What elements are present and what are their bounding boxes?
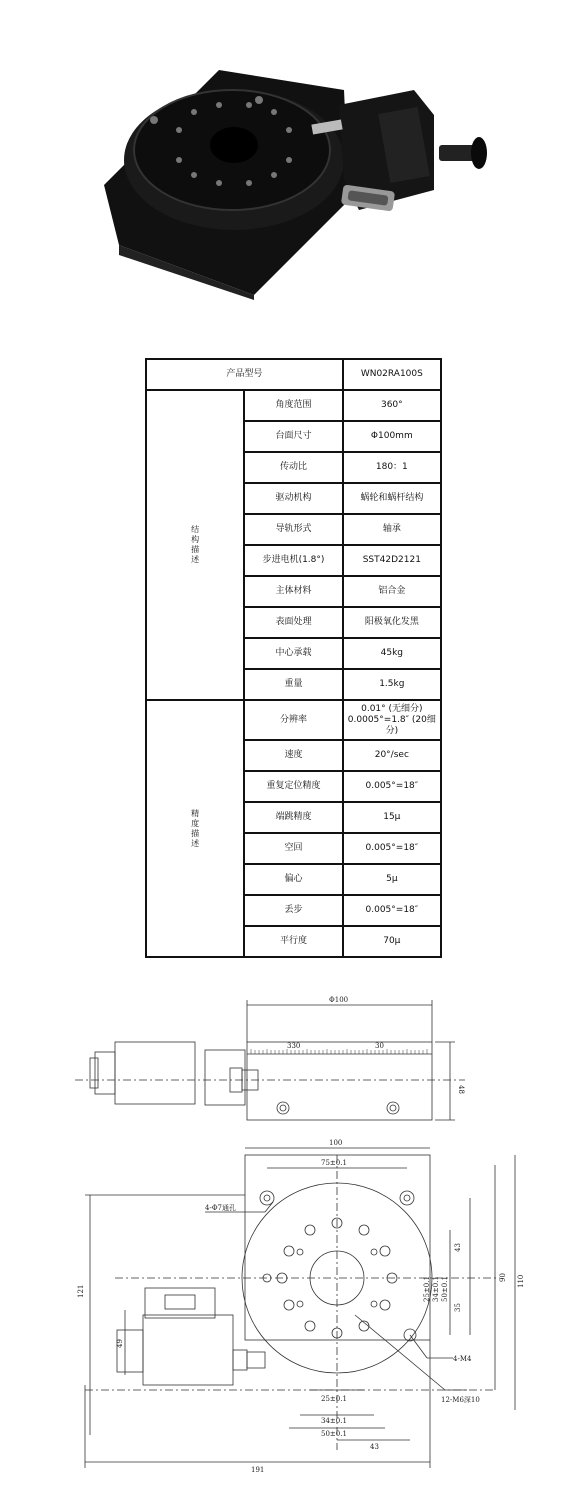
param-value: 20°/sec [343, 740, 441, 771]
dim-34-h: 34±0.1 [321, 1417, 347, 1425]
param-value: 0.005°=18″ [343, 895, 441, 926]
param-name: 传动比 [244, 452, 342, 483]
param-value: 1.5kg [343, 669, 441, 700]
dim-25-h: 25±0.1 [321, 1395, 347, 1403]
dim-overall: 191 [251, 1466, 265, 1474]
dim-121: 121 [77, 1284, 85, 1298]
label-through-hole: 4-Φ7通孔 [205, 1204, 237, 1212]
param-value: 70μ [343, 926, 441, 957]
param-value: 0.005°=18″ [343, 833, 441, 864]
label-m6: 12-M6深10 [441, 1396, 480, 1404]
table-row [146, 390, 441, 421]
param-name: 重复定位精度 [244, 771, 342, 802]
group-label: 精 度 描 述 [146, 700, 244, 957]
param-name: 丢步 [244, 895, 342, 926]
product-photo [84, 50, 504, 300]
param-name: 表面处理 [244, 607, 342, 638]
param-name: 分辨率 [244, 700, 342, 740]
param-value: 蜗轮和蜗杆结构 [343, 483, 441, 514]
param-name: 平行度 [244, 926, 342, 957]
param-value: 铝合金 [343, 576, 441, 607]
dim-43-h: 43 [370, 1443, 379, 1451]
dim-diameter: Φ100 [329, 996, 349, 1004]
table-row [146, 700, 441, 740]
param-value: 5μ [343, 864, 441, 895]
dim-43-v: 43 [454, 1243, 462, 1252]
model-value: WN02RA100S [343, 359, 441, 390]
dim-25-v: 25±0.1 [423, 1276, 431, 1302]
param-name: 步进电机(1.8°) [244, 545, 342, 576]
group-label: 结 构 描 述 [146, 390, 244, 700]
dim-90: 90 [499, 1273, 507, 1282]
param-name: 空回 [244, 833, 342, 864]
param-name: 中心承载 [244, 638, 342, 669]
param-value: 0.005°=18″ [343, 771, 441, 802]
param-name: 驱动机构 [244, 483, 342, 514]
dim-height: 48 [457, 1085, 465, 1094]
param-name: 偏心 [244, 864, 342, 895]
spec-table [145, 358, 442, 958]
param-value: 180：1 [343, 452, 441, 483]
param-name: 台面尺寸 [244, 421, 342, 452]
param-name: 端跳精度 [244, 802, 342, 833]
param-value: 15μ [343, 802, 441, 833]
param-name: 重量 [244, 669, 342, 700]
param-value: 0.01° (无细分) 0.0005°=1.8″ (20细分) [343, 700, 441, 740]
param-value: 360° [343, 390, 441, 421]
param-value: 轴承 [343, 514, 441, 545]
scale-label-left: 330 [287, 1042, 301, 1050]
param-name: 主体材料 [244, 576, 342, 607]
dim-hole-spacing: 75±0.1 [321, 1159, 347, 1167]
dim-50-h: 50±0.1 [321, 1430, 347, 1438]
dim-49: 49 [116, 1339, 124, 1348]
technical-drawing [55, 990, 525, 1480]
dim-110: 110 [517, 1274, 525, 1288]
dim-width: 100 [329, 1139, 343, 1147]
param-value: 阳极氧化发黑 [343, 607, 441, 638]
scale-label-right: 30 [375, 1042, 384, 1050]
param-name: 角度范围 [244, 390, 342, 421]
dim-50-v: 50±0.1 [441, 1276, 449, 1302]
model-label: 产品型号 [146, 359, 343, 390]
label-m4: 4-M4 [453, 1355, 472, 1363]
dim-35: 35 [454, 1303, 462, 1312]
table-header-row [146, 359, 441, 390]
dim-34-v: 34±0.1 [432, 1276, 440, 1302]
param-value: Φ100mm [343, 421, 441, 452]
param-name: 导轨形式 [244, 514, 342, 545]
param-value: 45kg [343, 638, 441, 669]
param-name: 速度 [244, 740, 342, 771]
param-value: SST42D2121 [343, 545, 441, 576]
